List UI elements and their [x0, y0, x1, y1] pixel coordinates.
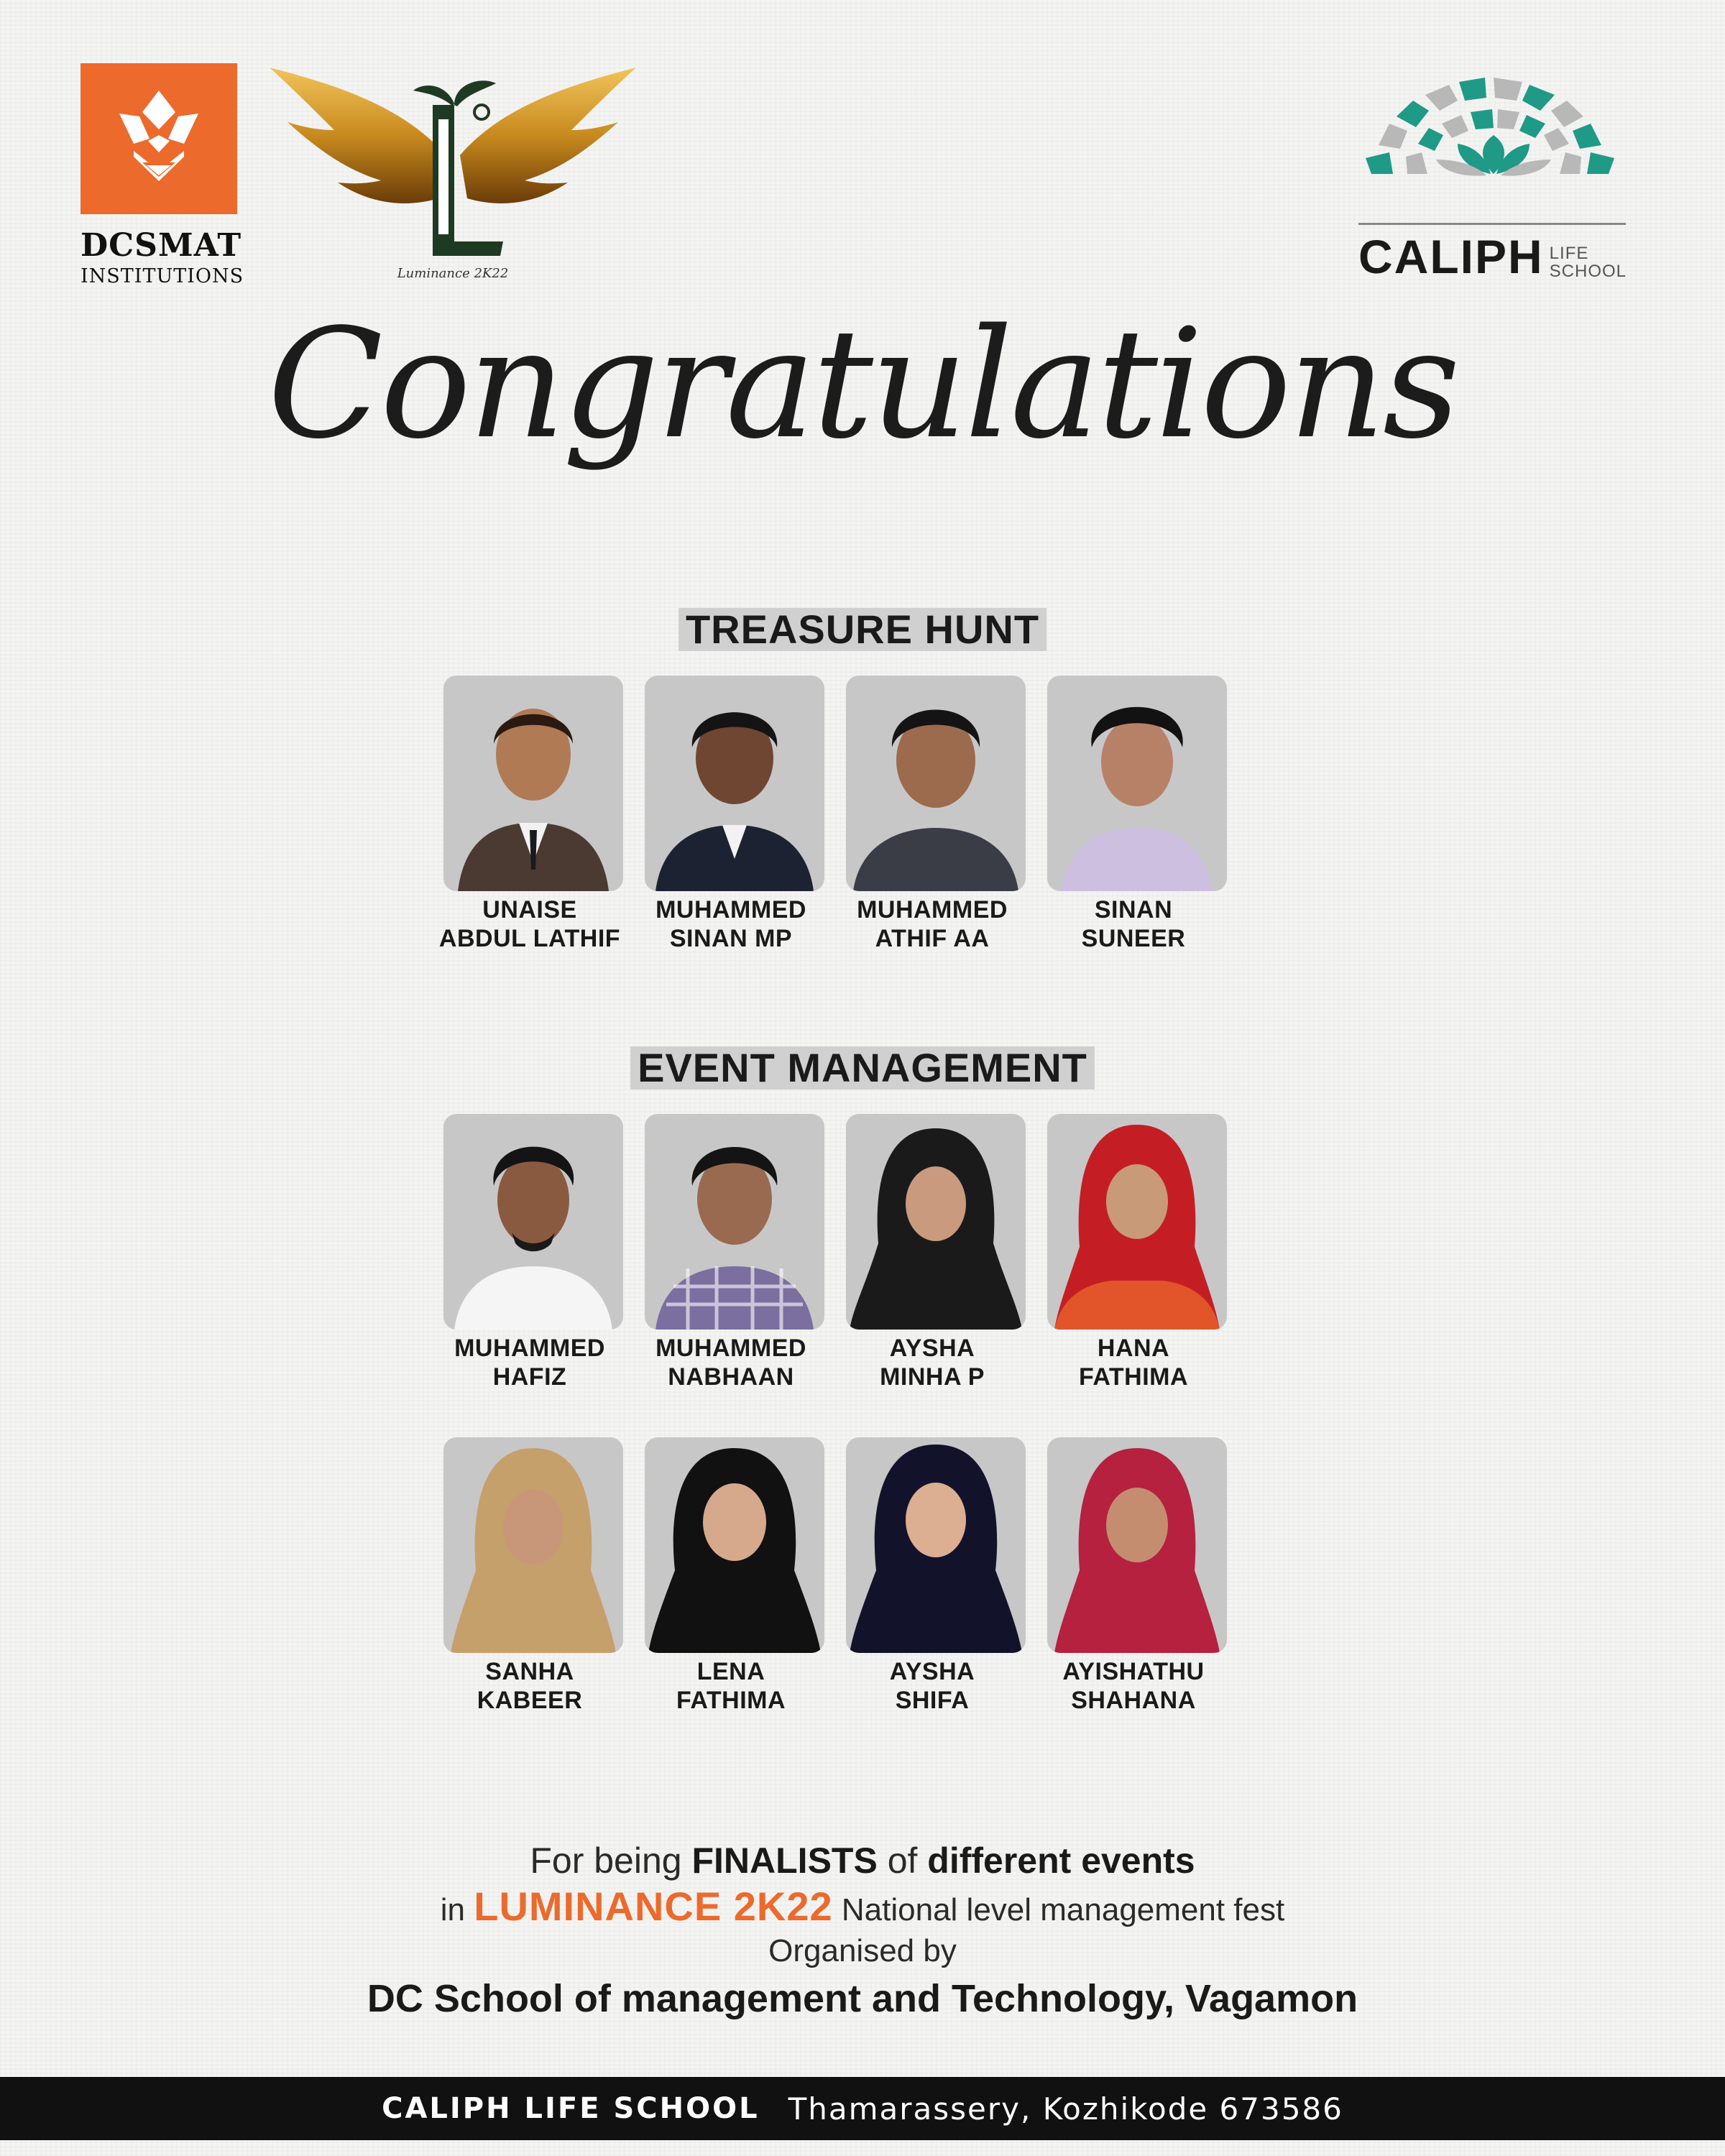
member-card: [1044, 1114, 1252, 1401]
fest-message: [0, 1883, 1725, 1930]
member-card: [641, 1437, 850, 1725]
member-name-line1: AYISHATHU: [1062, 1658, 1205, 1685]
member-photo: [846, 676, 1026, 891]
member-photo: [846, 1114, 1026, 1330]
member-name: [1029, 1657, 1238, 1715]
dcsmat-subtitle: INSTITUTIONS: [80, 265, 244, 287]
caliph-dome-icon: [1350, 66, 1637, 217]
caliph-name: CALIPH: [1358, 230, 1544, 283]
caliph-side-top: LIFE: [1549, 243, 1589, 263]
member-card: [842, 1437, 1051, 1725]
footer-address: Thamarassery, Kozhikode 673586: [788, 2091, 1343, 2127]
member-name-line2: ATHIF AA: [875, 925, 990, 952]
member-name: [426, 895, 634, 953]
member-card: [440, 1437, 648, 1725]
member-photo: [645, 1114, 824, 1330]
footer-school-name: CALIPH LIFE SCHOOL: [382, 2092, 760, 2125]
organised-by: Organised by: [768, 1933, 957, 1968]
member-card: [440, 676, 648, 963]
finalists-message: [0, 1840, 1725, 1881]
treasure-hunt-heading-text: TREASURE HUNT: [678, 608, 1046, 651]
member-name: [426, 1334, 634, 1391]
member-name: [1029, 1334, 1238, 1391]
organiser-name: DC School of management and Technology, Vagamon: [367, 1977, 1358, 2020]
member-name: [828, 895, 1036, 953]
dcsmat-name: DCSMAT: [80, 227, 242, 264]
event-management-heading-text: EVENT MANAGEMENT: [630, 1046, 1095, 1089]
member-card: [641, 1114, 850, 1401]
member-card: [842, 1114, 1051, 1401]
member-card: [1044, 1437, 1252, 1725]
luminance-wings-icon: [266, 62, 640, 270]
caliph-wordmark: [1358, 230, 1627, 283]
message-events: different events: [927, 1841, 1195, 1881]
treasure-hunt-heading: [0, 608, 1725, 651]
member-name-line2: SHAHANA: [1071, 1687, 1196, 1714]
message-finalists: FINALISTS: [691, 1841, 878, 1881]
member-name-line2: SINAN MP: [669, 925, 793, 952]
member-name-line1: MUHAMMED: [454, 1335, 605, 1362]
event-management-row-1: [440, 1114, 1230, 1401]
caliph-divider: [1358, 223, 1626, 225]
member-photo: [645, 676, 824, 891]
dcsmat-flower-icon: [80, 63, 237, 214]
caliph-side-text: [1550, 244, 1627, 280]
message-in: in: [440, 1892, 474, 1927]
event-management-row-2: [440, 1437, 1230, 1725]
member-card: [641, 676, 850, 963]
member-card: [842, 676, 1051, 963]
member-name: [828, 1657, 1036, 1715]
member-name-line1: AYSHA: [889, 1658, 975, 1685]
member-photo: [1047, 676, 1227, 891]
member-name-line2: HAFIZ: [492, 1363, 567, 1391]
member-photo: [645, 1437, 824, 1653]
fest-name: LUMINANCE 2K22: [474, 1884, 833, 1929]
member-card: [440, 1114, 648, 1401]
member-name-line2: ABDUL LATHIF: [438, 925, 621, 952]
member-name: [627, 1334, 835, 1391]
member-name-line1: UNAISE: [482, 896, 577, 923]
member-name: [627, 895, 835, 953]
event-management-heading: [0, 1046, 1725, 1089]
member-name-line1: MUHAMMED: [656, 896, 806, 923]
member-photo: [1047, 1437, 1227, 1653]
caliph-logo: [1350, 66, 1637, 289]
member-name-line1: AYSHA: [889, 1335, 975, 1362]
member-card: [1044, 676, 1252, 963]
member-name: [1029, 895, 1238, 953]
treasure-hunt-row: [440, 676, 1230, 963]
member-name-line1: SINAN: [1094, 896, 1173, 923]
fest-description: National level management fest: [832, 1892, 1285, 1927]
member-name-line2: MINHA P: [880, 1363, 985, 1391]
member-name-line2: KABEER: [477, 1687, 583, 1714]
member-name-line1: LENA: [696, 1658, 765, 1685]
member-name-line2: NABHAAN: [668, 1363, 794, 1391]
message-of: of: [877, 1841, 928, 1881]
member-name-line2: SHIFA: [895, 1687, 970, 1714]
member-name-line1: MUHAMMED: [857, 896, 1008, 923]
member-name-line1: SANHA: [485, 1658, 574, 1685]
member-name: [627, 1657, 835, 1715]
member-name-line1: HANA: [1097, 1335, 1170, 1362]
message-prefix: For being: [530, 1841, 692, 1881]
caliph-side-bottom: SCHOOL: [1549, 261, 1627, 281]
luminance-caption: Luminance 2K22: [397, 266, 509, 281]
luminance-logo: [266, 62, 640, 292]
member-name: [828, 1334, 1036, 1391]
member-photo: [443, 1437, 623, 1653]
member-name-line2: FATHIMA: [676, 1687, 786, 1714]
member-name-line2: SUNEER: [1081, 925, 1186, 952]
member-name-line2: FATHIMA: [1078, 1363, 1189, 1391]
member-name: [426, 1657, 634, 1715]
member-name-line1: MUHAMMED: [656, 1335, 806, 1362]
dcsmat-logo: [80, 63, 244, 287]
member-photo: [1047, 1114, 1227, 1330]
congratulations-title: Congratulations: [267, 296, 1458, 472]
member-photo: [846, 1437, 1026, 1653]
member-photo: [443, 676, 623, 891]
member-photo: [443, 1114, 623, 1330]
footer-bar: [0, 2077, 1725, 2140]
